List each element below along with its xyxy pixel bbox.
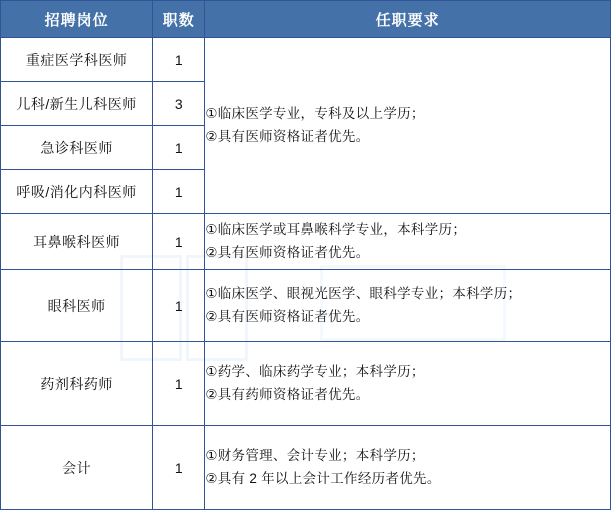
cell-count: 1 [153,342,205,426]
cell-requirements [205,214,611,270]
cell-count: 1 [153,170,205,214]
requirement-line: ②具有药师资格证者优先。 [205,386,370,402]
requirement-line: ②具有医师资格证者优先。 [205,244,370,260]
requirement-line: ①药学、临床药学专业；本科学历； [205,364,425,380]
table-header [1,1,611,38]
table-row [1,342,611,426]
cell-position: 眼科医师 [1,270,153,342]
requirement-line: ①临床医学专业，专科及以上学历； [205,106,425,122]
table-row [1,270,611,342]
cell-position: 会计 [1,426,153,510]
column-header-requirements: 任职要求 [205,1,611,38]
requirement-line: ①临床医学、眼视光医学、眼科学专业；本科学历； [205,286,522,302]
cell-position: 重症医学科医师 [1,38,153,82]
cell-position: 耳鼻喉科医师 [1,214,153,270]
column-header-count: 职数 [153,1,205,38]
cell-requirements [205,270,611,342]
cell-requirements [205,426,611,510]
table-row [1,426,611,510]
table-row [1,38,611,82]
requirement-line: ②具有 2 年以上会计工作经历者优先。 [205,470,441,486]
cell-position: 急诊科医师 [1,126,153,170]
requirement-line: ②具有医师资格证者优先。 [205,128,370,144]
cell-position: 儿科/新生儿科医师 [1,82,153,126]
table-header-row [1,1,611,38]
table-row [1,214,611,270]
cell-count: 3 [153,82,205,126]
column-header-position: 招聘岗位 [1,1,153,38]
cell-position: 呼吸/消化内科医师 [1,170,153,214]
requirement-line: ①临床医学或耳鼻喉科学专业，本科学历； [205,222,467,238]
cell-count: 1 [153,126,205,170]
cell-requirements [205,342,611,426]
cell-count: 1 [153,214,205,270]
cell-position: 药剂科药师 [1,342,153,426]
table-body [1,38,611,510]
cell-requirements [205,38,611,214]
requirement-line: ①财务管理、会计专业；本科学历； [205,448,425,464]
requirement-line: ②具有医师资格证者优先。 [205,308,370,324]
cell-count: 1 [153,38,205,82]
cell-count: 1 [153,426,205,510]
cell-count: 1 [153,270,205,342]
